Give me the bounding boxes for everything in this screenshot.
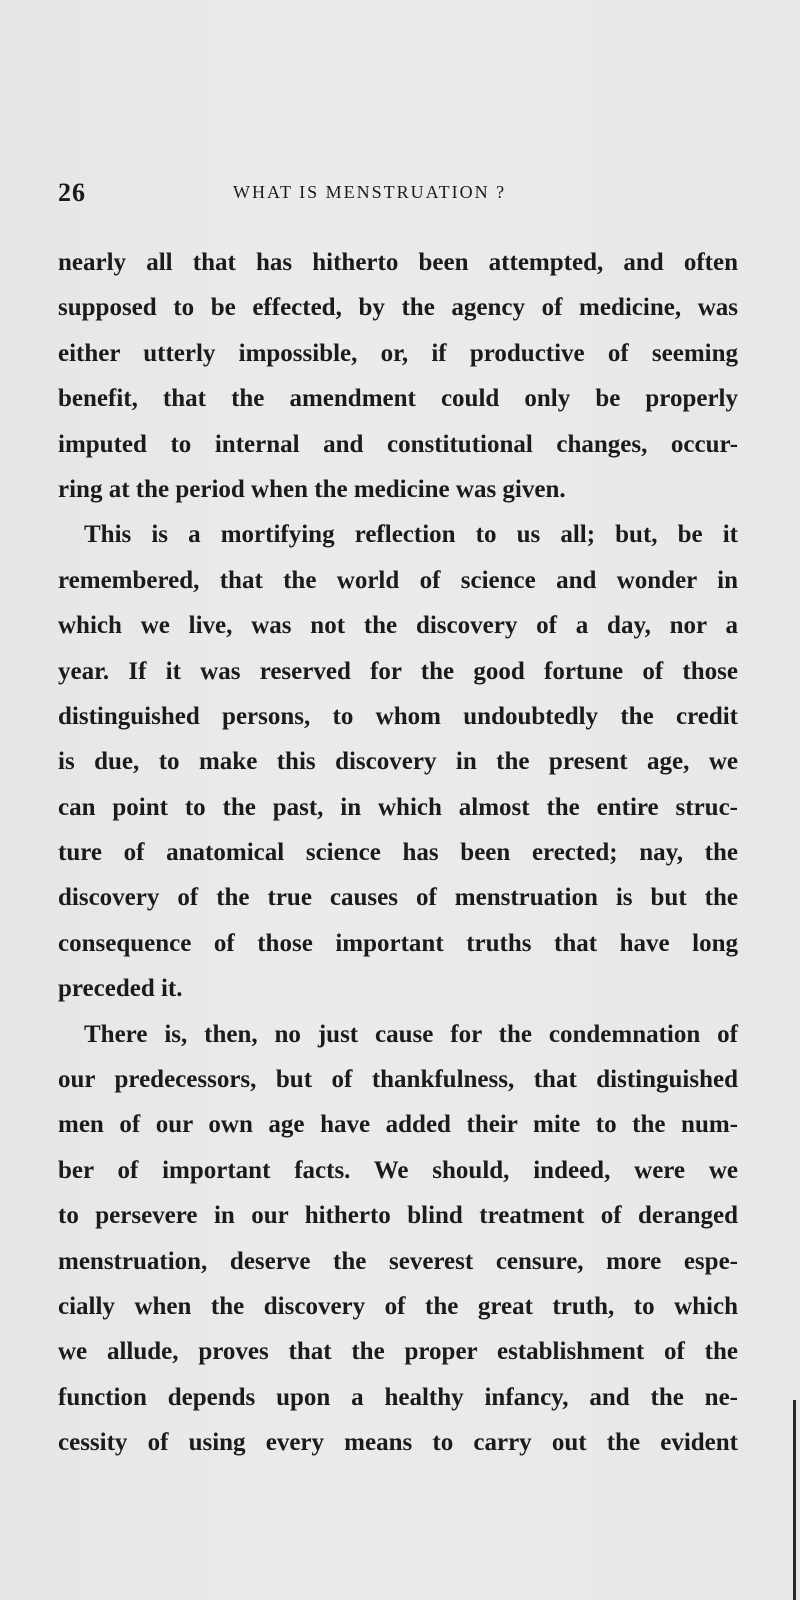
text-line: supposed to be effected, by the agency of medicine, was (58, 294, 738, 322)
text-line: discovery of the true causes of menstruation is but the (58, 884, 738, 912)
text-line: ture of anatomical science has been erected; nay, the (58, 839, 738, 867)
text-line: can point to the past, in which almost the entire struc- (58, 793, 738, 821)
page-edge-shadow (793, 1400, 796, 1600)
text-line: There is, then, no just cause for the condemnation of (84, 1020, 738, 1048)
text-line: men of our own age have added their mite to the num- (58, 1111, 738, 1139)
text-line: This is a mortifying reflection to us all; but, be it (84, 521, 738, 549)
text-line: cially when the discovery of the great truth, to which (58, 1292, 738, 1320)
text-line: preceded it. (58, 975, 183, 1003)
text-line: imputed to internal and constitutional changes, occur- (58, 430, 738, 458)
text-line: either utterly impossible, or, if productive of seeming (58, 339, 738, 367)
text-line: which we live, was not the discovery of a day, nor a (58, 612, 738, 640)
text-line: function depends upon a healthy infancy, and the ne- (58, 1383, 738, 1411)
text-line: consequence of those important truths that have long (58, 929, 738, 957)
text-line: year. If it was reserved for the good fortune of those (58, 657, 738, 685)
page-header (58, 178, 738, 218)
text-line: distinguished persons, to whom undoubtedly the credit (58, 702, 738, 730)
text-line: we allude, proves that the proper establishment of the (58, 1338, 738, 1366)
text-line: menstruation, deserve the severest censure, more espe- (58, 1247, 738, 1275)
text-line: is due, to make this discovery in the present age, we (58, 748, 738, 776)
text-line: to persevere in our hitherto blind treatment of deranged (58, 1202, 738, 1230)
text-line: nearly all that has hitherto been attempted, and often (58, 249, 738, 276)
page-number: 26 (58, 178, 86, 207)
text-line: remembered, that the world of science and wonder in (58, 566, 738, 594)
text-line: cessity of using every means to carry out the evident (58, 1429, 738, 1457)
text-line: ber of important facts. We should, indeed, were we (58, 1156, 738, 1184)
text-line: ring at the period when the medicine was given. (58, 475, 566, 503)
running-title: WHAT IS MENSTRUATION ? (233, 182, 507, 202)
body-text (58, 240, 738, 1466)
text-line: our predecessors, but of thankfulness, that distinguished (58, 1066, 738, 1094)
text-line: benefit, that the amendment could only be properly (58, 385, 738, 413)
